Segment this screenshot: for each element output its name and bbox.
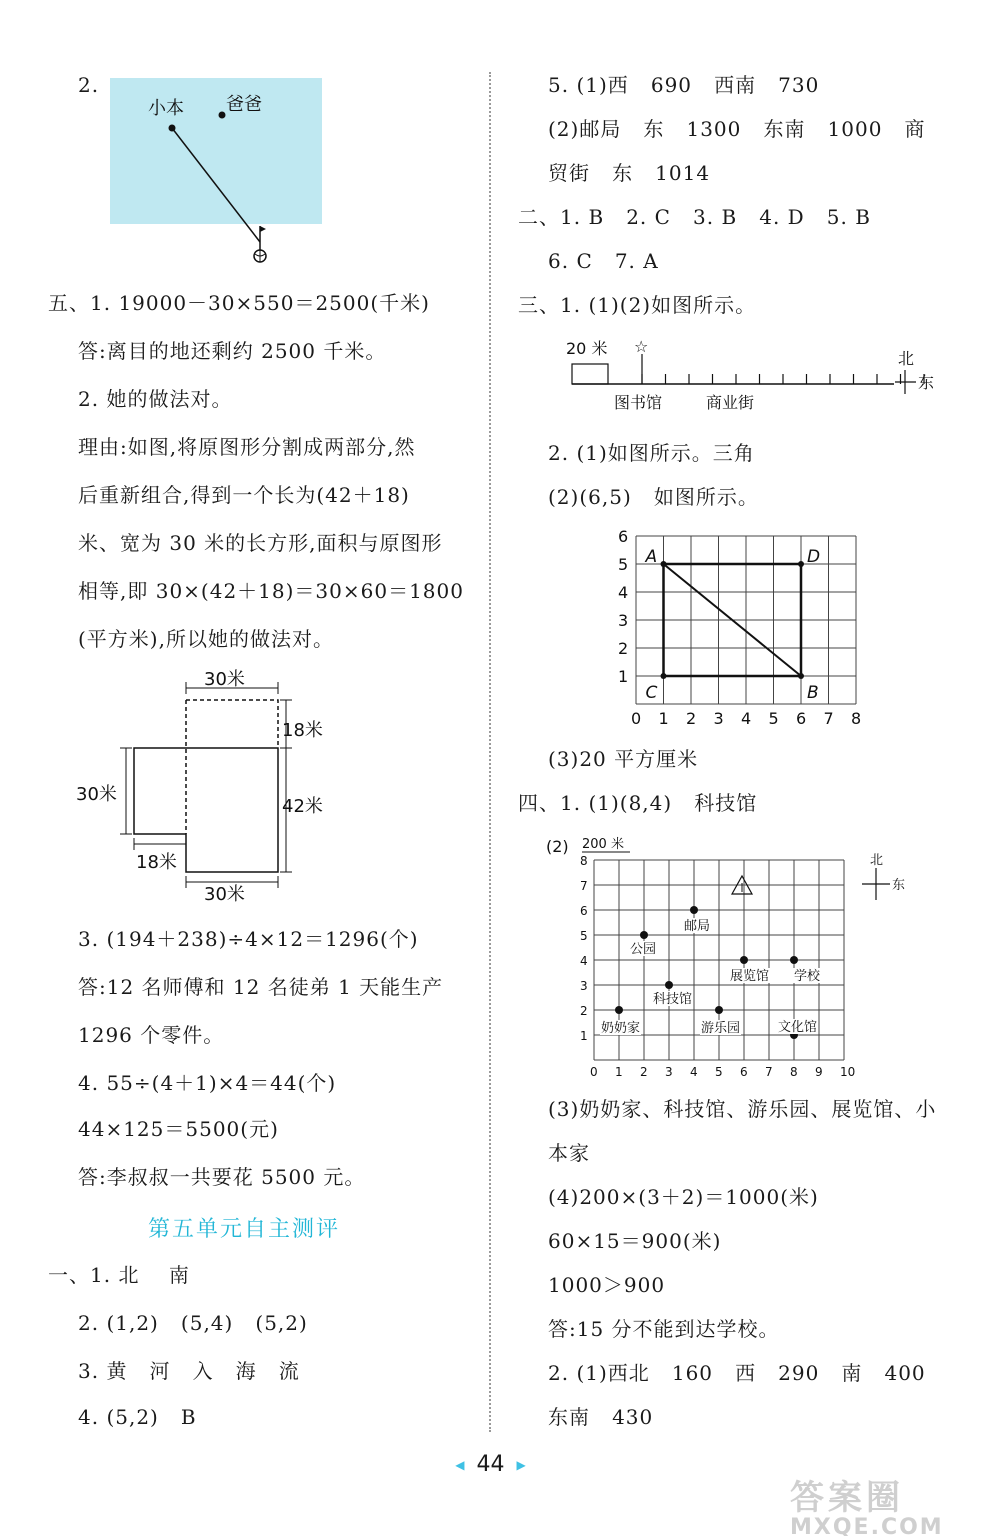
map-figure-drawing xyxy=(110,78,322,278)
y-tick-label: 1 xyxy=(618,667,629,686)
watermark: 答案圈 MXQE.COM xyxy=(790,1478,944,1536)
dim-top: 30米 xyxy=(204,669,245,690)
place-label: 文化馆 xyxy=(778,1020,818,1035)
x-tick-label: 0 xyxy=(631,709,642,728)
r-part4-4-4: 答:15 分不能到达学校。 xyxy=(548,1317,780,1341)
v4-answer: 答:李叔叔一共要花 5500 元。 xyxy=(78,1165,366,1189)
y-tick-label: 6 xyxy=(580,904,588,918)
place-point xyxy=(740,956,748,964)
v2-reason-4: 相等,即 30×(42＋18)＝30×60＝1800 xyxy=(78,579,464,603)
dim-right-top: 18米 xyxy=(282,720,323,741)
place-point xyxy=(665,981,673,989)
v2-reason-5: (平方米),所以她的做法对。 xyxy=(78,627,334,651)
r-q5-2: (2)邮局 东 1300 东南 1000 商 xyxy=(548,117,926,141)
y-tick-label: 5 xyxy=(580,929,588,943)
place-label: 奶奶家 xyxy=(601,1021,641,1036)
v3-equation: 3. (194＋238)÷4×12＝1296(个) xyxy=(78,927,419,951)
point-label-C: C xyxy=(645,683,658,703)
label-baba: 爸爸 xyxy=(226,94,262,115)
route-line xyxy=(172,128,260,242)
r-part4-3-2: 本家 xyxy=(548,1141,590,1165)
y-tick-label: 7 xyxy=(580,879,588,893)
place-point xyxy=(615,1006,623,1014)
y-tick-label: 1 xyxy=(580,1029,588,1043)
place-point xyxy=(790,956,798,964)
place-label: 邮局 xyxy=(684,919,711,934)
baba-point xyxy=(219,112,226,119)
scale-label: 20 米 xyxy=(566,339,608,358)
compass-east: 东 xyxy=(892,878,906,893)
compass-north: 北 xyxy=(870,853,884,868)
r-part3-3: (3)20 平方厘米 xyxy=(548,747,699,771)
x-tick-label: 1 xyxy=(658,709,669,728)
x-tick-label: 10 xyxy=(840,1065,856,1079)
v1-answer: 答:离目的地还剩约 2500 千米。 xyxy=(78,339,387,363)
x-tick-label: 2 xyxy=(640,1065,648,1079)
left-arrow-icon: ◀ xyxy=(455,1458,465,1472)
r-part2-1: 二、1. B 2. C 3. B 4. D 5. B xyxy=(518,205,871,229)
v4-equation-1: 4. 55÷(4＋1)×4＝44(个) xyxy=(78,1071,337,1095)
point-C xyxy=(661,673,667,679)
point-label-A: A xyxy=(645,547,658,567)
r-part3-2-2: (2)(6,5) 如图所示。 xyxy=(548,485,759,509)
r-part4-2-1: 2. (1)西北 160 西 290 南 400 xyxy=(548,1361,926,1385)
u5-q4: 4. (5,2) B xyxy=(78,1405,197,1429)
u5-q2: 2. (1,2) (5,4) (5,2) xyxy=(78,1311,308,1335)
dim-bottom: 30米 xyxy=(204,884,245,905)
dim-right: 42米 xyxy=(282,796,323,817)
dim-bottom-left: 18米 xyxy=(136,852,177,873)
star-icon: ☆ xyxy=(634,337,649,356)
v2-reason-3: 米、宽为 30 米的长方形,面积与原图形 xyxy=(78,531,443,555)
y-tick-label: 3 xyxy=(618,611,629,630)
r-part4-1: 四、1. (1)(8,4) 科技馆 xyxy=(518,791,758,815)
x-tick-label: 4 xyxy=(741,709,752,728)
city-prefix: (2) xyxy=(546,837,569,856)
r-q5-3: 贸街 东 1014 xyxy=(548,161,711,185)
x-tick-label: 7 xyxy=(823,709,834,728)
x-tick-label: 6 xyxy=(740,1065,748,1079)
library-label: 图书馆 xyxy=(614,393,663,412)
dim-left: 30米 xyxy=(76,784,117,805)
right-arrow-icon: ▶ xyxy=(516,1458,526,1472)
street-label: 商业街 xyxy=(706,393,755,412)
y-tick-label: 4 xyxy=(618,583,629,602)
place-point xyxy=(715,1006,723,1014)
x-tick-label: 3 xyxy=(665,1065,673,1079)
r-part4-3-1: (3)奶奶家、科技馆、游乐园、展览馆、小 xyxy=(548,1097,937,1121)
u5-q1: 一、1. 北 南 xyxy=(48,1263,190,1287)
x-tick-label: 5 xyxy=(715,1065,723,1079)
r-q5-1: 5. (1)西 690 西南 730 xyxy=(548,73,820,97)
y-tick-label: 2 xyxy=(580,1004,588,1018)
city-scale: 200 米 xyxy=(582,837,624,852)
x-tick-label: 8 xyxy=(851,709,862,728)
section-title: 第五单元自主测评 xyxy=(148,1217,341,1242)
y-tick-label: 2 xyxy=(618,639,629,658)
page-number: ◀ 44 ▶ xyxy=(455,1452,526,1477)
u5-q3: 3. 黄 河 入 海 流 xyxy=(78,1359,300,1383)
y-tick-label: 5 xyxy=(618,555,629,574)
point-B xyxy=(798,673,804,679)
place-point xyxy=(640,931,648,939)
x-tick-label: 2 xyxy=(686,709,697,728)
number-line-figure xyxy=(562,334,952,424)
point-D xyxy=(798,561,804,567)
v1-equation: 五、1. 19000－30×550＝2500(千米) xyxy=(48,291,430,315)
place-label: 游乐园 xyxy=(701,1021,741,1036)
y-tick-label: 4 xyxy=(580,954,588,968)
coordinate-grid-figure xyxy=(616,524,876,734)
r-part3-2-1: 2. (1)如图所示。三角 xyxy=(548,441,755,465)
x-tick-label: 7 xyxy=(765,1065,773,1079)
v4-equation-2: 44×125＝5500(元) xyxy=(78,1117,279,1141)
point-label-D: D xyxy=(807,547,821,567)
place-label: 科技馆 xyxy=(653,992,693,1007)
r-part4-4-1: (4)200×(3＋2)＝1000(米) xyxy=(548,1185,819,1209)
y-tick-label: 3 xyxy=(580,979,588,993)
x-tick-label: 1 xyxy=(615,1065,623,1079)
v2-statement: 2. 她的做法对。 xyxy=(78,387,233,411)
place-label: 展览馆 xyxy=(730,969,770,984)
y-tick-label: 8 xyxy=(580,854,588,868)
q2-label: 2. xyxy=(78,73,100,97)
x-tick-label: 6 xyxy=(796,709,807,728)
east-label: 东 xyxy=(918,373,935,392)
r-part3-1: 三、1. (1)(2)如图所示。 xyxy=(518,293,757,317)
city-map-figure xyxy=(546,832,926,1080)
r-part2-2: 6. C 7. A xyxy=(548,249,659,273)
v2-reason-2: 后重新组合,得到一个长为(42＋18) xyxy=(78,483,410,507)
point-A xyxy=(661,561,667,567)
north-label: 北 xyxy=(898,349,915,368)
place-label: 公园 xyxy=(630,942,657,957)
shape-figure xyxy=(70,664,340,904)
place-point xyxy=(690,906,698,914)
r-part4-4-2: 60×15＝900(米) xyxy=(548,1229,722,1253)
v3-answer-2: 1296 个零件。 xyxy=(78,1023,225,1047)
r-part4-4-3: 1000＞900 xyxy=(548,1273,666,1297)
place-label: 学校 xyxy=(794,969,821,984)
x-tick-label: 5 xyxy=(768,709,779,728)
column-divider xyxy=(489,72,491,1432)
r-part4-2-2: 东南 430 xyxy=(548,1405,654,1429)
x-tick-label: 3 xyxy=(713,709,724,728)
x-tick-label: 0 xyxy=(590,1065,598,1079)
y-tick-label: 6 xyxy=(618,527,629,546)
x-tick-label: 4 xyxy=(690,1065,698,1079)
label-xiaoben: 小本 xyxy=(148,98,184,119)
v3-answer-1: 答:12 名师傅和 12 名徒弟 1 天能生产 xyxy=(78,975,444,999)
x-tick-label: 8 xyxy=(790,1065,798,1079)
x-tick-label: 9 xyxy=(815,1065,823,1079)
v2-reason-1: 理由:如图,将原图形分割成两部分,然 xyxy=(78,435,416,459)
point-label-B: B xyxy=(807,683,819,703)
